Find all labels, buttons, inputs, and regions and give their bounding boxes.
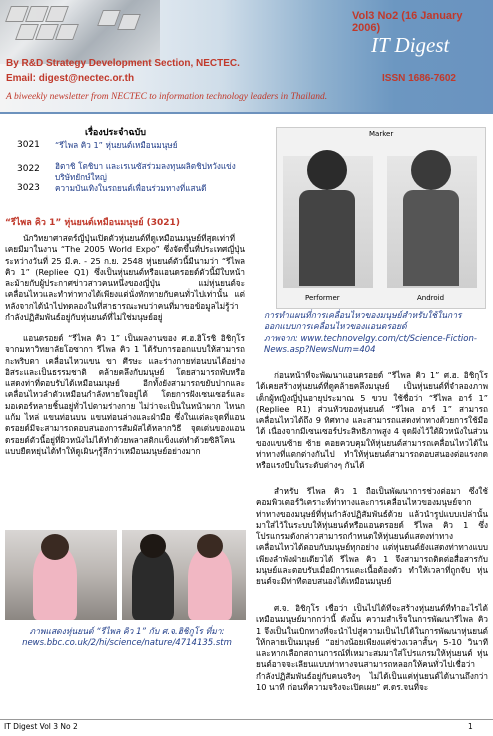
right-photo-source: ภาพจาก: www.technovelgy.com/ct/Science-Fiction-News.asp?NewsNum=404 (264, 334, 477, 355)
toc-link[interactable]: ความบันเทิงในรถยนต์เพื่อนร่วมทางที่แสนดี (55, 183, 207, 193)
right-photo-caption: การทำแผนที่การเคลื่อนไหวของมนุษย์สำหรับใช้ในการออกแบบการเคลื่อนไหวของแอนดรอยด์ (264, 311, 462, 332)
newsletter-title: IT Digest (371, 33, 450, 57)
toc-number: 3022 (17, 164, 40, 174)
article-paragraph: ศ.จ. อิชิกุโร เชื่อว่า เป็นไปได้ที่จะสร้างหุ่นยนต์ที่ทำอะไรได้เหมือนมนุษย์มากกว่านี้ ดังนั้น ความสำเร็จในการพัฒนารีไพล คิว 1 จึงเป็นในเบิกทางที่จะนำไปสู่ความเป็นไปได้ในการพัฒนาหุ่นยนต์ให้กลายเป็นมนุษย์ “อย่างน้อยเพียงแค่ช่วงเวลาสั้นๆ 5-10 วินาที และหากเลือกสถานการณ์ที่เหมาะสมมาใส่โปรแกรมให้หุ่นยนต์ หุ่นยนต์อาจจะเลียนแบบท่าทางจนสามารถหลอกให้คนทั่วไปเชื่อว่ากำลังปฏิสัมพันธ์อยู่กับคนจริงๆ ไม่ได้เป็นแค่หุ่นยนต์ได้นานถึงกว่า 10 นาที ก่อนที่ความจริงจะเปิดเผย” ศ.ดร.จนที่จะ (256, 603, 488, 693)
toc-link[interactable]: “รีไพล คิว 1” หุ่นยนต์เหมือนมนุษย์ (55, 140, 178, 150)
footer-label: IT Digest Vol 3 No 2 (4, 722, 78, 731)
tagline: A biweekly newsletter from NECTEC to information technology leaders in Thailand. (6, 92, 328, 102)
article-paragraph: แอนดรอยด์ “รีไพล คิว 1” เป็นผลงานของ ศ.ฮ.ฮิโรชิ อิชิกุโร จากมหาวิทยาลัยโอซากา รีไพล คิว 1 ได้รับการออกแบบให้สามารถกะพริบตา เคลื่อนไหวแขน ขา ศีรษะ และร่างกายท่อนบนได้อย่างอิสระและเป็นธรรมชาติ คล้ายคลึงกับมนุษย์ โดยสามารถพับหรือแสดงท่าที่ตอบรับได้เหมือนมนุษย์ อีกทั้งยังสามารถขยับปากและเคลื่อนไหวลำตัวเหมือนกำลังหายใจอยู่ได้ โดยการฝังเซนเซอร์และมอเตอร์หลายชิ้นอยู่ทั่วไปตามร่างกาย ไม่ว่าจะเป็นในหน้าผาก ไหนกแก้ม ไหล่ แขนท่อนบน แขนท่อนล่างและฝ่ามือ ซึ่งในแต่ละจุดที่แอนดรอยด์มีจะสามารถตอบสนองการสัมผัสได้หลากวิธี จุดเด่นของแอนดรอยด์ตัวนี้อยู่ที่ผิวหนังไม่ได้ทำด้วยพลาสติกแข็งแต่ทำด้วยซิลิโคนแบบยืดหยุ่นได้ทำให้ดูเผินๆรู้สึกว่าเหมือนมนุษย์อย่างมาก (5, 333, 245, 456)
issn: ISSN 1686-7602 (382, 73, 456, 84)
marker-label: Marker (369, 130, 394, 138)
article-paragraph: สำหรับ รีไพล คิว 1 ถือเป็นพัฒนาการช่วงต่อมา ซึ่งใช้คอมพิวเตอร์วิเคราะห์ท่าทางและการเคลื่อนไหวของมนุษย์จากท่าทางของมนุษย์ที่หุ่นกำลังปฏิสัมพันธ์ด้วย แล้วนำรูปแบบเปล่านั้นมาใส่ไว้ในระบบให้หุ่นยนต์หรือแอนดรอยด์ รีไพล คิว 1 ซึ่งโปรแกรมดังกล่าวสามารถกำหนดให้หุ่นยนต์แสดงท่าทางเคลื่อนไหวได้ตอบกับมนุษย์ทุกอย่าง แต่หุ่นยนต์ยังแสดงท่าทางแบบเพียงลำพังฝ่ายเดียวได้ รีไพล คิว 1 จึงสามารถติดต่อสื่อสารกับมนุษย์และตอบรับเมื่อมีการแตะเนื้อต้องตัว ทำให้เวลาที่ถูกจับ หุ่นยนต์จะมีท่าทีตอบสนองได้เหมือนมนุษย์ (256, 486, 488, 587)
header-divider (0, 112, 493, 114)
article-title: “รีไพล คิว 1” หุ่นยนต์เหมือนมนุษย์ (3021) (5, 218, 180, 228)
article-paragraph: ก่อนหน้าที่จะพัฒนาแอนดรอยด์ “รีไพล คิว 1” ศ.ฮ. อิชิกุโร ได้เคยสร้างหุ่นยนต์ที่ดูคล้ายคลึงมนุษย์ เป็นหุ่นยนต์ที่จำลองภาพเด็กผู้หญิงญี่ปุ่นอายุประมาณ 5 ขวบ ใช้ชื่อว่า “รีไพล อาร์ 1” (Repliee R1) ส่วนหัวของหุ่นยนต์ “รีไพล อาร์ 1” สามารถเคลื่อนไหวได้ถึง 9 ทิศทาง และสามารถแสดงท่าทางด้วยการใช้มือได้ เนื่องจากมีเซนเซอร์ประสิทธิภาพสูง 4 จุดฝังไว้ใต้ผิวหนังในส่วนของแขนซ้าย ซ้าย คอยควบคุมให้หุ่นยนต์สามารถเคลื่อนไหวได้ในท่าทางที่แตกต่างกันไป ทำให้หุ่นยนต์สามารถตอบสนองต่อแรงกดหรือแรงบีบในระดับต่างๆ กันได้ (256, 370, 488, 471)
footer-divider (0, 719, 493, 720)
android-label: Android (417, 294, 445, 302)
toc-item (0, 183, 250, 207)
motion-capture-photo (276, 127, 486, 309)
toc-heading: เรื่องประจำฉบับ (85, 128, 146, 138)
keyboard-art (0, 0, 160, 64)
android-photo (5, 530, 117, 620)
article-paragraph: นักวิทยาศาสตร์ญี่ปุ่นเปิดตัวหุ่นยนต์ที่ดูเหมือนมนุษย์ที่สุดเท่าที่เคยมีมาในงาน “The 2005 World Expo” ซึ่งจัดขึ้นที่ประเทศญี่ปุ่นระหว่างวันที่ 25 มี.ค. - 25 ก.ย. 2548 หุ่นยนต์ตัวนี้มีนามว่า “รีไพล คิว 1” (Repliee Q1) ซึ่งเป็นหุ่นยนต์หรือแอนดรอยด์ตัวนี้มีใบหน้าละม้ายกับผู้ประกาศข่าวสาวคนหนึ่งของญี่ปุ่น แม่หุ่นยนต์จะเคลื่อนไหวและทำท่าทางได้เพียงแต่นั่งทักทายกับคนทั่วไปเท่านั้น แต่หลังจากได้นำไปทดลองในที่สาธารณะพบว่าคนที่มาขอข้อมูลไม่รู้ว่ากำลังปฏิสัมพันธ์อยู่กับหุ่นยนต์ที่ไม่ใช่มนุษย์อยู่ (5, 233, 245, 323)
performer-label: Performer (305, 294, 340, 302)
issue-info: Vol3 No2 (16 January 2006) (352, 10, 463, 34)
contact-email: Email: digest@nectec.or.th (6, 73, 135, 84)
toc-number: 3023 (17, 183, 40, 193)
professor-photo (122, 530, 246, 620)
toc-number: 3021 (17, 140, 40, 150)
toc-link[interactable]: ฮิตาชิ โตชิบา และเรเนซัสร่วมลงทุนผลิตชิปหวังแข่งบริษัทยักษ์ใหญ่ (55, 161, 236, 182)
page-number: 1 (468, 722, 473, 731)
left-photo-caption: ภาพแสดงหุ่นยนต์ “รีไพล คิว 1” กับ ศ.จ.ฮิชิกูโร ที่มา: news.bbc.co.uk/2/hi/science/nature/4714135.stm (22, 627, 232, 648)
masthead (0, 0, 493, 112)
table-of-contents (0, 137, 250, 209)
organization: By R&D Strategy Development Section, NECTEC. (6, 58, 240, 69)
toc-item (0, 161, 250, 185)
